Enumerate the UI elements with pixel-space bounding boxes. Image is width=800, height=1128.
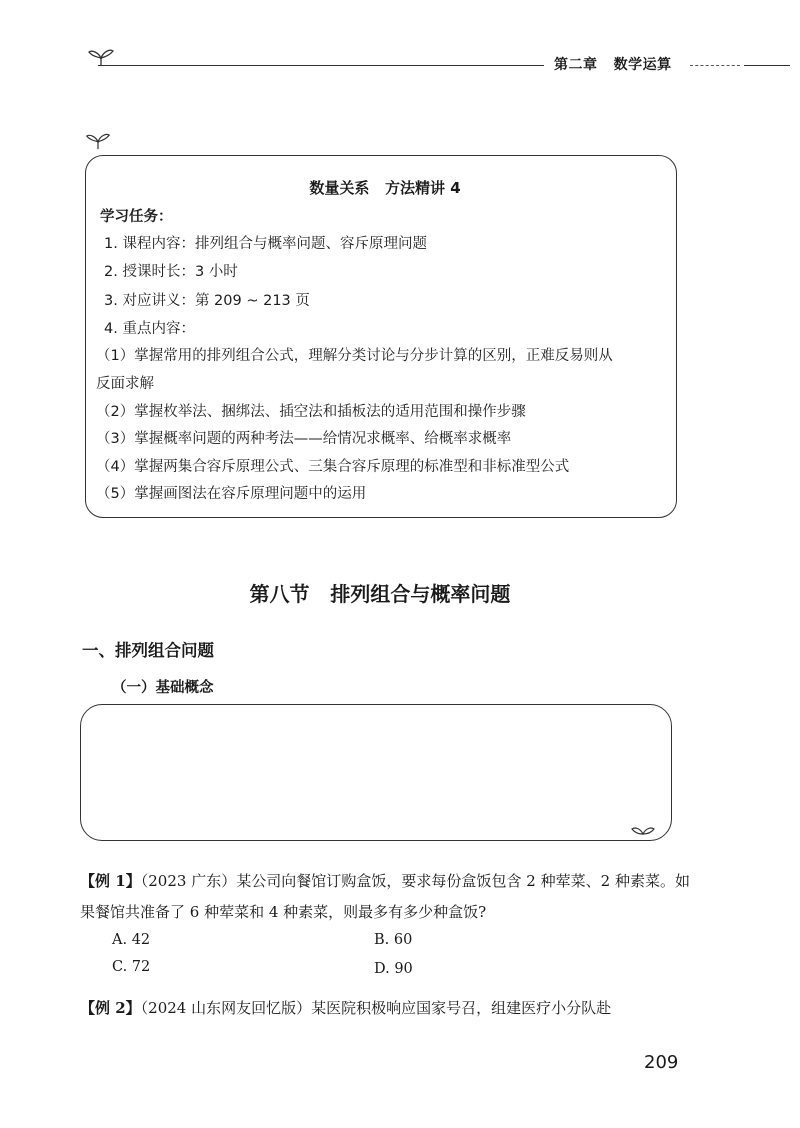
task-line: 4. 重点内容： bbox=[104, 321, 195, 337]
example-2 bbox=[80, 993, 690, 1024]
sprout-icon bbox=[86, 38, 116, 68]
example-1 bbox=[80, 866, 690, 928]
header-dash bbox=[690, 65, 740, 66]
page-number: 209 bbox=[644, 1052, 679, 1073]
task-line: （1）掌握常用的排列组合公式，理解分类讨论与分步计算的区别，正难反易则从 bbox=[96, 348, 613, 364]
task-line: （5）掌握画图法在容斥原理问题中的运用 bbox=[96, 486, 367, 502]
task-line: 反面求解 bbox=[96, 376, 154, 392]
task-line: 3. 对应讲义：第 209 ~ 213 页 bbox=[104, 293, 310, 309]
task-line: 1. 课程内容：排列组合与概率问题、容斥原理问题 bbox=[104, 236, 427, 252]
sprout-icon bbox=[84, 123, 112, 151]
task-line: （4）掌握两集合容斥原理公式、三集合容斥原理的标准型和非标准型公式 bbox=[96, 459, 570, 475]
task-line: （2）掌握枚举法、捆绑法、插空法和插板法的适用范围和操作步骤 bbox=[96, 404, 526, 420]
example-text: （2023 广东）某公司向餐馆订购盒饭，要求每份盒饭包含 2 种荤菜、2 种素菜。如果餐馆共准备了 6 种荤菜和 4 种素菜，则最多有多少种盒饭? bbox=[80, 872, 690, 921]
note-box bbox=[80, 704, 672, 841]
option-d: D. 90 bbox=[374, 961, 413, 977]
chapter-title: 第二章 数学运算 bbox=[554, 57, 672, 73]
example-label: 【例 2】 bbox=[80, 999, 141, 1017]
example-text: （2024 山东网友回忆版）某医院积极响应国家号召，组建医疗小分队赴 bbox=[140, 999, 612, 1017]
option-c: C. 72 bbox=[112, 959, 151, 975]
sprout-icon bbox=[630, 822, 656, 844]
option-b: B. 60 bbox=[374, 932, 413, 948]
task-line: 2. 授课时长：3 小时 bbox=[104, 264, 238, 280]
option-a: A. 42 bbox=[112, 932, 151, 948]
task-heading: 学习任务： bbox=[100, 209, 173, 225]
section-title: 第八节 排列组合与概率问题 bbox=[249, 582, 511, 606]
heading-level-1: 一、排列组合问题 bbox=[82, 641, 214, 660]
header-rule bbox=[98, 65, 544, 66]
task-line: （3）掌握概率问题的两种考法——给情况求概率、给概率求概率 bbox=[96, 431, 512, 447]
example-label: 【例 1】 bbox=[80, 872, 141, 890]
header-rule-right bbox=[744, 65, 790, 66]
task-box-title: 数量关系 方法精讲 4 bbox=[309, 179, 461, 197]
heading-level-2: （一）基础概念 bbox=[112, 680, 214, 696]
